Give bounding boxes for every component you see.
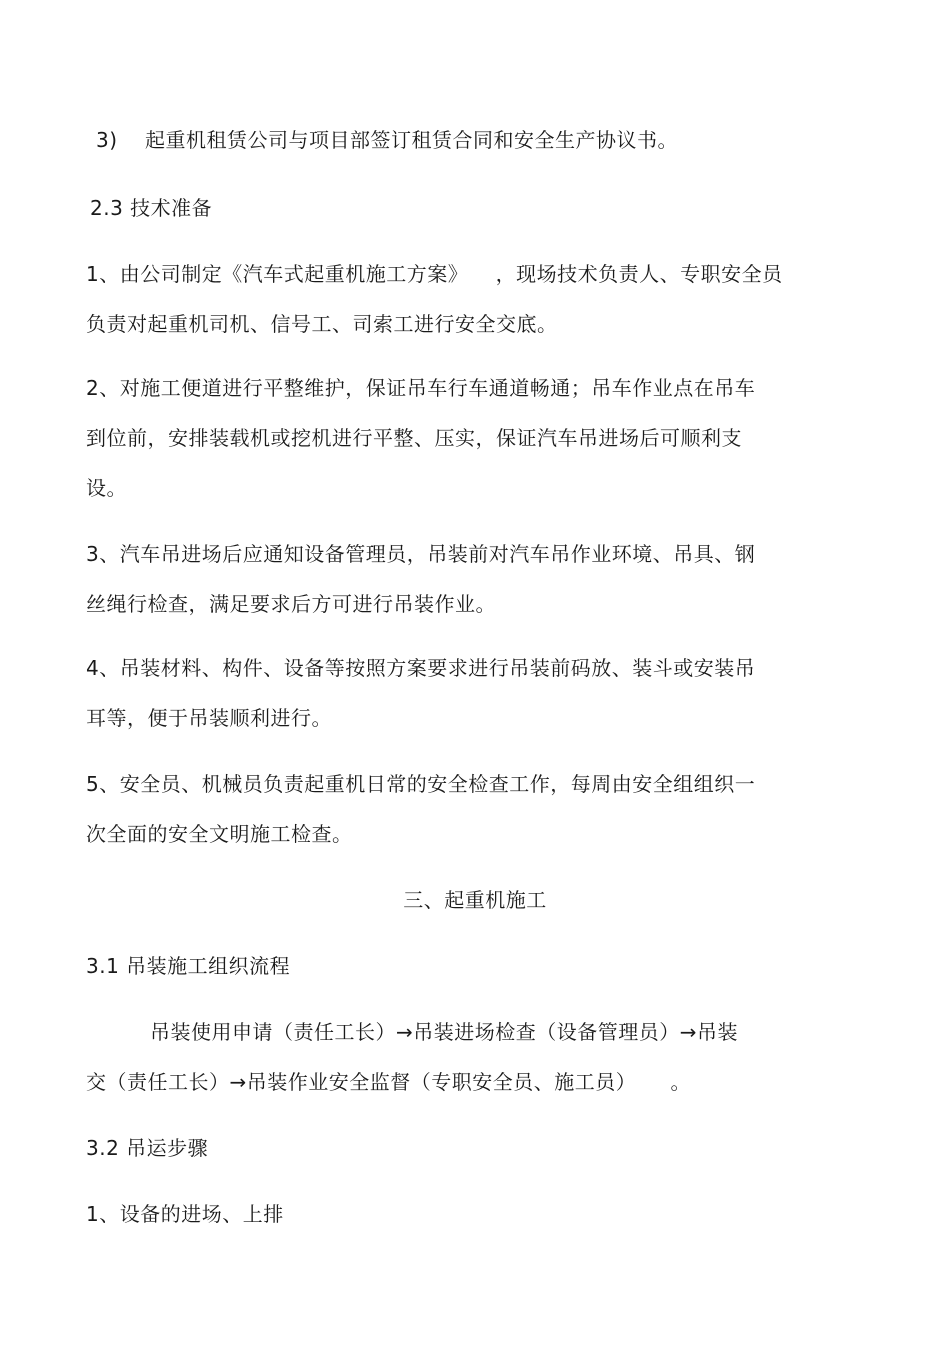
list-item-3: 3) 起重机租赁公司与项目部签订租赁合同和安全生产协议书。	[96, 128, 678, 152]
flow-line-1: 吊装使用申请（责任工长）→吊装进场检查（设备管理员）→吊装	[150, 1020, 739, 1044]
chapter-heading-3: 三、起重机施工	[403, 888, 547, 912]
paragraph-4-line-1: 4、吊装材料、构件、设备等按照方案要求进行吊装前码放、装斗或安装吊	[86, 656, 756, 680]
flow-line-2: 交（责任工长）→吊装作业安全监督（专职安全员、施工员） 。	[86, 1070, 692, 1094]
paragraph-4-line-2: 耳等，便于吊装顺利进行。	[86, 706, 332, 730]
paragraph-5-line-2: 次全面的安全文明施工检查。	[86, 822, 353, 846]
paragraph-3-line-2: 丝绳行检查，满足要求后方可进行吊装作业。	[86, 592, 496, 616]
paragraph-2-line-3: 设。	[86, 476, 127, 500]
paragraph-3-line-1: 3、汽车吊进场后应通知设备管理员，吊装前对汽车吊作业环境、吊具、钢	[86, 542, 756, 566]
paragraph-1-line-1: 1、由公司制定《汽车式起重机施工方案》 ，现场技术负责人、专职安全员	[86, 262, 783, 286]
paragraph-2-line-1: 2、对施工便道进行平整维护，保证吊车行车通道畅通；吊车作业点在吊车	[86, 376, 756, 400]
paragraph-2-line-2: 到位前，安排装载机或挖机进行平整、压实，保证汽车吊进场后可顺利支	[86, 426, 742, 450]
step-1: 1、设备的进场、上排	[86, 1202, 284, 1226]
paragraph-5-line-1: 5、安全员、机械员负责起重机日常的安全检查工作，每周由安全组组织一	[86, 772, 756, 796]
section-heading-2-3: 2.3 技术准备	[90, 196, 213, 220]
section-heading-3-2: 3.2 吊运步骤	[86, 1136, 209, 1160]
paragraph-1-line-2: 负责对起重机司机、信号工、司索工进行安全交底。	[86, 312, 558, 336]
section-heading-3-1: 3.1 吊装施工组织流程	[86, 954, 291, 978]
